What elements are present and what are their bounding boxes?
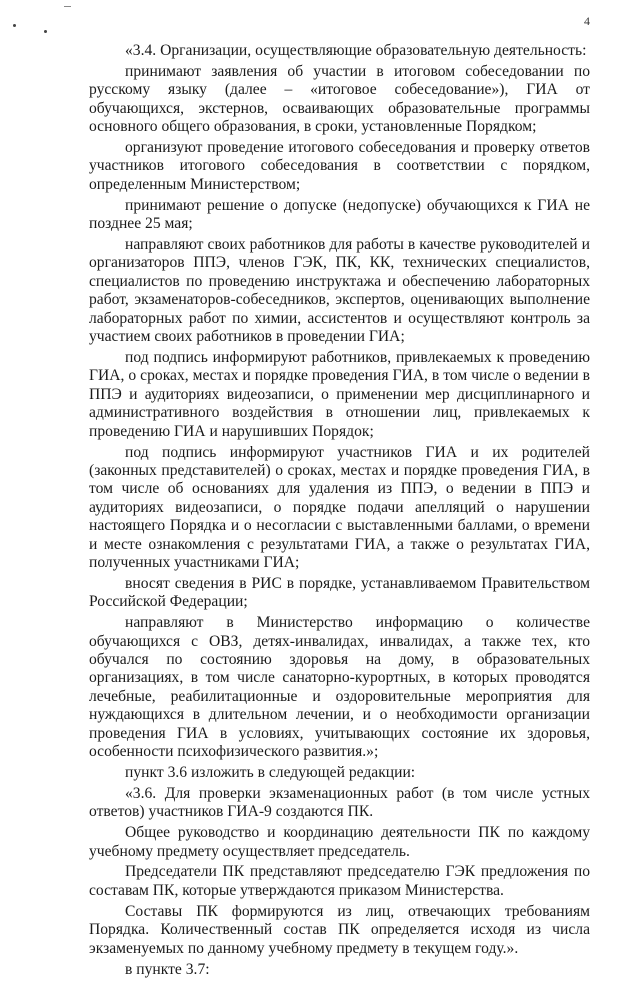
paragraph-inform-workers: под подпись информируют работников, привлекаемых к проведению ГИА, о сроках, местах и порядке проведения ГИА, в том числе о ведении в ППЭ и аудиториях видеозаписи, о применении мер дисциплинарного и административного воздействия в отношении лиц, привлекаемых к проведению ГИА и нарушивших Порядок; (89, 349, 590, 440)
page-number: 4 (584, 14, 590, 28)
paragraph-inform-participants: под подпись информируют участников ГИА и их родителей (законных представителей) о сроках, местах и порядке проведения ГИА, в том числе об основаниях для удаления из ППЭ, о ведении в ППЭ и аудиториях видеозаписи, о порядке подачи апелляций о нарушении настоящего Порядка и о несогласии с выставленными баллами, о времени и месте ознакомления с результатами ГИА, а также о результатах ГИА, полученных участниками ГИА; (89, 443, 590, 571)
paragraph-applications: принимают заявления об участии в итоговом собеседовании по русскому языку (далее – «итоговое собеседование»), ГИА от обучающихся, экстернов, осваивающих образовательные программы основного общего образования, в сроки, установленные Порядком; (89, 62, 590, 136)
paragraph-3-6: «3.6. Для проверки экзаменационных работ (в том числе устных ответов) участников ГИА-9 создаются ПК. (89, 784, 590, 821)
document-body (89, 42, 590, 981)
paragraph-item-3-7: в пункте 3.7: (125, 960, 210, 978)
paragraph-intro-3-4: «3.4. Организации, осуществляющие образовательную деятельность: (125, 42, 587, 59)
paragraph-item-3-6-intro: пункт 3.6 изложить в следующей редакции: (125, 763, 416, 781)
scan-speck (13, 24, 16, 27)
scan-speck (44, 30, 47, 33)
paragraph-pk-proposals: Председатели ПК представляют председателю ГЭК предложения по составам ПК, которые утверждаются приказом Министерства. (89, 863, 590, 899)
paragraph-ris-data: вносят сведения в РИС в порядке, устанавливаемом Правительством Российской Федерации; (89, 574, 590, 611)
scan-speck (64, 6, 71, 7)
paragraph-admission-decision: принимают решение о допуске (недопуске) обучающихся к ГИА не позднее 25 мая; (89, 196, 590, 233)
paragraph-pk-composition: Составы ПК формируются из лиц, отвечающих требованиям Порядка. Количественный состав ПК определяется исходя из числа экзаменуемых по данному учебному предмету в текущем году.». (89, 902, 590, 957)
paragraph-pk-chair: Общее руководство и координацию деятельности ПК по каждому учебному предмету осуществляет председатель. (89, 824, 590, 860)
paragraph-ovz-info: направляют в Министерство информацию о количестве обучающихся с ОВЗ, детях-инвалидах, инвалидах, а также тех, кто обучался по состоянию здоровья на дому, в образовательных организациях, в том числе санаторно-курортных, в которых проводятся лечебные, реабилитационные и оздоровительные мероприятия для нуждающихся в длительном лечении, и о необходимости организации проведения ГИА в условиях, учитывающих состояние их здоровья, особенности психофизического развития.»; (89, 614, 590, 761)
paragraph-organize-interview: организуют проведение итогового собеседования и проверку ответов участников итогового собеседования в соответствии с порядком, определенным Министерством; (89, 139, 590, 193)
paragraph-send-workers: направляют своих работников для работы в качестве руководителей и организаторов ППЭ, членов ГЭК, ПК, КК, технических специалистов, специалистов по проведению инструктажа и обеспечению лабораторных работ, экзаменаторов-собеседников, экспертов, оценивающих выполнение лабораторных работ по химии, ассистентов и осуществляют контроль за участием своих работников в проведении ГИА; (89, 236, 590, 346)
